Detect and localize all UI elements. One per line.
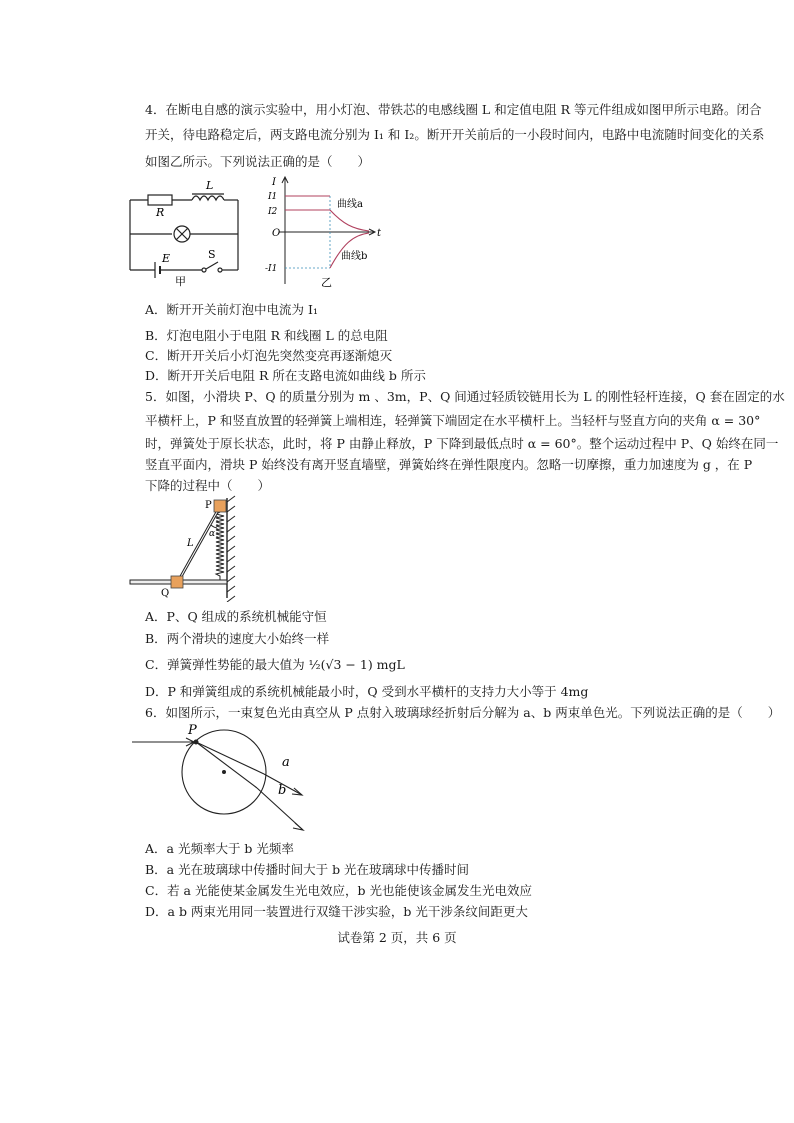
label-rod-L: L (187, 538, 194, 549)
q4-circuit-diagram (120, 178, 250, 288)
q4-option-b: B．灯泡电阻小于电阻 R 和线圈 L 的总电阻 (145, 328, 388, 343)
graph-label-curve-b: 曲线b (341, 251, 368, 262)
label-P: P (205, 500, 212, 511)
q5-stem-line-1: 5．如图，小滑块 P、Q 的质量分别为 m 、3m，P、Q 间通过轻质铰链用长为 L 的刚性轻杆连接，Q 套在固定的水 (145, 389, 785, 404)
q5-stem-line-4: 竖直平面内，滑块 P 始终没有离开竖直墙壁，弹簧始终在弹性限度内。忽略一切摩擦，重力加速度为 g ，在 P (145, 457, 753, 472)
q6-option-a: A．a 光频率大于 b 光频率 (145, 841, 294, 856)
label-R: R (156, 206, 165, 219)
graph-axis-t: t (377, 228, 382, 239)
graph-axis-I: I (272, 177, 276, 188)
label-Q: Q (161, 588, 170, 599)
label-E: E (162, 252, 171, 265)
q4-option-c: C．断开开关后小灯泡先突然变亮再逐渐熄灭 (145, 348, 393, 363)
q4-stem-line-3: 如图乙所示。下列说法正确的是（ ） (145, 154, 371, 169)
q6-stem-line-1: 6．如图所示，一束复色光由真空从 P 点射入玻璃球经折射后分解为 a、b 两束单色光。下列说法正确的是（ ） (145, 705, 781, 720)
q5-option-a: A．P、Q 组成的系统机械能守恒 (145, 609, 327, 624)
label-L: L (206, 179, 214, 192)
q6-option-d: D．a b 两束光用同一装置进行双缝干涉实验，b 光干涉条纹间距更大 (145, 904, 528, 919)
label-S: S (208, 248, 216, 261)
q6-option-b: B．a 光在玻璃球中传播时间大于 b 光在玻璃球中传播时间 (145, 862, 470, 877)
q5-stem-line-2: 平横杆上，P 和竖直放置的轻弹簧上端相连，轻弹簧下端固定在水平横杆上。当轻杆与竖直方向的夹角 α = 30° (145, 413, 761, 428)
q5-option-b: B．两个滑块的速度大小始终一样 (145, 631, 330, 646)
graph-label-yi: 乙 (321, 276, 332, 289)
graph-label-I1: I1 (268, 192, 278, 202)
label-b: b (278, 783, 287, 798)
q4-option-a: A．断开开关前灯泡中电流为 I₁ (145, 302, 318, 317)
q5-stem-line-3: 时，弹簧处于原长状态，此时，将 P 由静止释放，P 下降到最低点时 α = 60°。整个运动过程中 P、Q 始终在同一 (145, 436, 779, 451)
q4-stem-line-2: 开关，待电路稳定后，两支路电流分别为 I₁ 和 I₂。断开开关前后的一小段时间内，电路中电流随时间变化的关系 (145, 127, 765, 142)
q6-option-c: C．若 a 光能使某金属发生光电效应，b 光也能使该金属发生光电效应 (145, 883, 532, 898)
q4-current-time-graph (265, 172, 390, 290)
graph-label-curve-a: 曲线a (337, 199, 363, 210)
q4-option-d: D．断开开关后电阻 R 所在支路电流如曲线 b 所示 (145, 368, 426, 383)
label-alpha: α (209, 529, 216, 539)
graph-origin: O (272, 228, 281, 239)
q5-option-d: D．P 和弹簧组成的系统机械能最小时，Q 受到水平横杆的支持力大小等于 4mg (145, 684, 589, 699)
q5-slider-rod-diagram (125, 494, 250, 602)
q5-stem-line-5: 下降的过程中（ ） (145, 478, 271, 493)
q5-option-c: C．弹簧弹性势能的最大值为 ½(√3 − 1) mgL (145, 657, 405, 672)
graph-label-I2: I2 (268, 207, 278, 217)
q4-stem-line-1: 4．在断电自感的演示实验中，用小灯泡、带铁芯的电感线圈 L 和定值电阻 R 等元件组成如图甲所示电路。闭合 (145, 102, 762, 117)
label-jia: 甲 (175, 275, 186, 288)
page-footer: 试卷第 2 页，共 6 页 (337, 930, 457, 945)
label-P: P (188, 723, 197, 738)
q6-glass-sphere-diagram (128, 722, 318, 834)
label-a: a (282, 755, 290, 770)
graph-label-negI1: -I1 (265, 264, 278, 274)
